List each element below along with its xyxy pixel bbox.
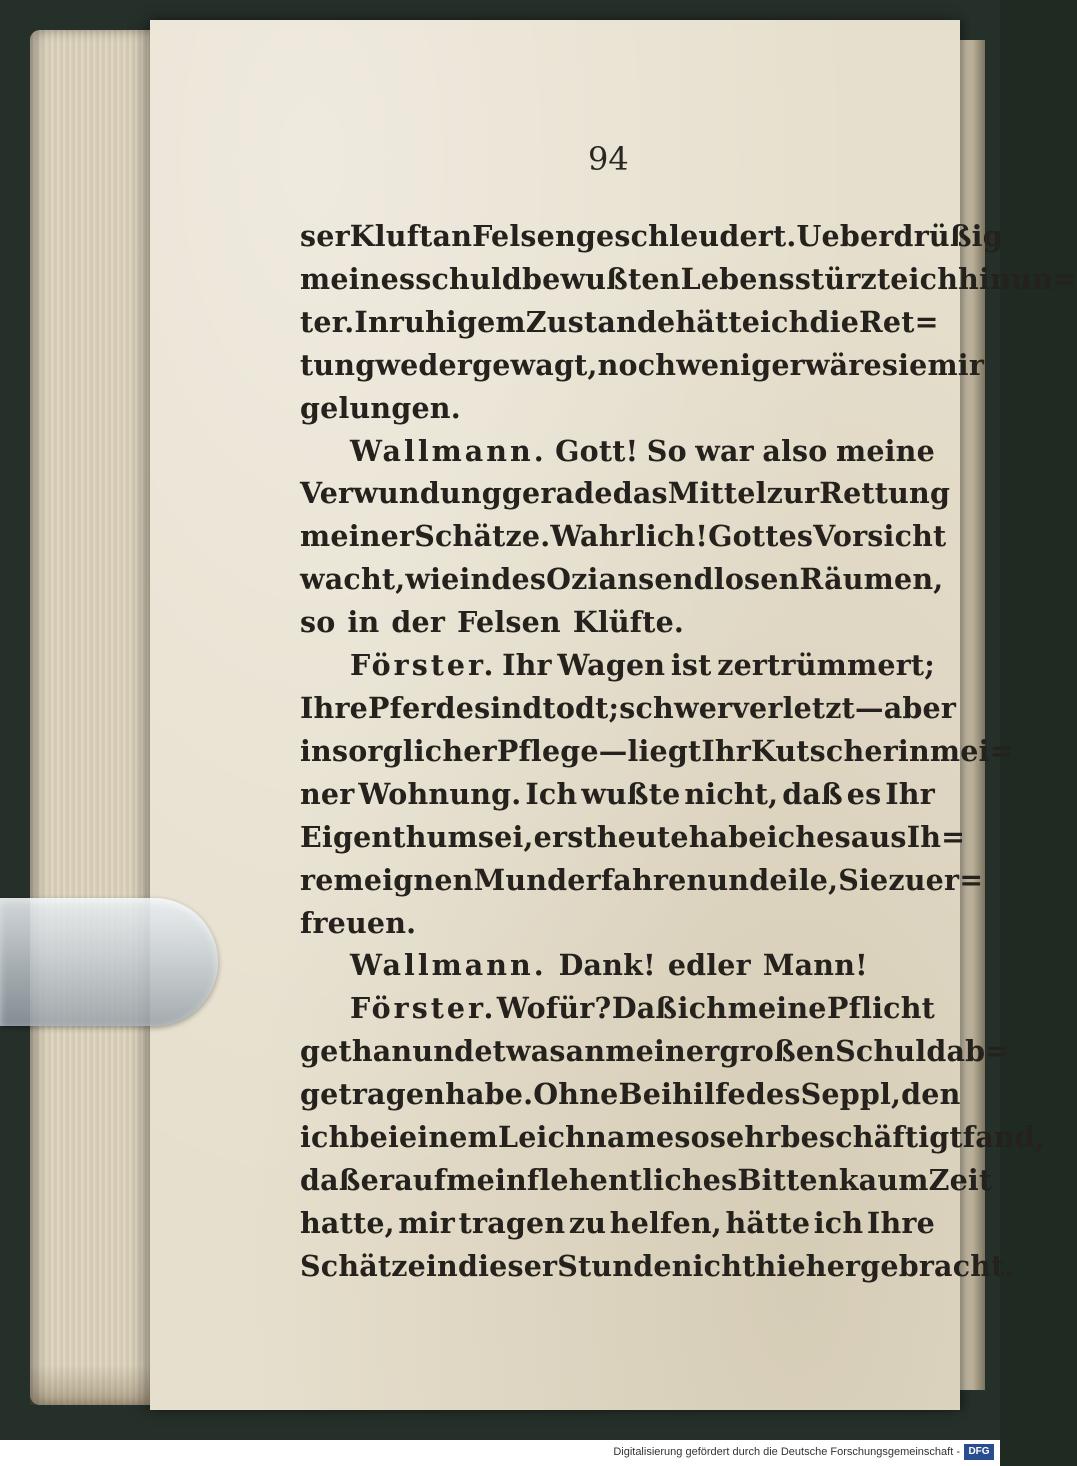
word: bei (349, 1120, 400, 1155)
word: dieser (457, 1248, 558, 1283)
word: flehentliches (526, 1162, 738, 1197)
word: wäre (804, 347, 882, 382)
text-line (300, 215, 1003, 258)
word: geschleudert. (575, 219, 797, 253)
word: noch (597, 347, 677, 382)
word: sie (881, 347, 928, 382)
word: Ih= (906, 819, 966, 854)
word: Schätze. (414, 519, 551, 554)
word: der (391, 605, 446, 640)
footer-credit: Digitalisierung gefördert durch die Deutsche Forschungsgemeinschaft - (613, 1446, 960, 1458)
text-line (300, 816, 966, 859)
word: auf (394, 1162, 447, 1197)
word: Gott! (555, 433, 639, 468)
page-number: 94 (588, 140, 629, 178)
text-line (300, 1245, 1015, 1288)
word: freuen. (300, 905, 417, 940)
word: Sie (838, 862, 889, 897)
word: Wohnung. (358, 776, 522, 811)
word: habe. (445, 1077, 534, 1112)
word: Ohne (533, 1077, 619, 1112)
text-line (300, 430, 935, 473)
word: getragen (300, 1077, 446, 1112)
word: ich (908, 261, 959, 296)
word: etwas (474, 1034, 566, 1069)
word: heute (596, 819, 689, 854)
word: einem (399, 1120, 498, 1155)
word: Ozians (546, 562, 655, 597)
word: war (695, 433, 754, 468)
word: ser (300, 219, 350, 253)
text-line (300, 472, 951, 515)
speaker-name: Wallmann. (350, 433, 547, 468)
word: gelungen. (300, 390, 461, 425)
footer-bar (0, 1440, 1000, 1466)
word: endlosen (654, 562, 800, 597)
word: Rettung (819, 476, 951, 511)
word: sind (474, 690, 543, 725)
word: erst (533, 819, 597, 854)
word: Zustande (525, 304, 676, 339)
word: meiner (605, 1034, 720, 1069)
word: wie (405, 562, 460, 597)
word: Schuld (835, 1034, 947, 1069)
word: also (762, 433, 828, 468)
word: aber (883, 690, 957, 725)
word: ich (677, 991, 728, 1026)
text-line (300, 1030, 1010, 1073)
text-line (300, 558, 944, 601)
word: eile, (769, 862, 839, 897)
word: das (612, 476, 668, 511)
word: Vorsicht (813, 519, 947, 554)
word: habe (688, 819, 767, 854)
word: sei, (477, 819, 534, 854)
text-line (300, 387, 935, 430)
word: Ihr (885, 776, 935, 811)
text-line (300, 859, 984, 902)
word: Wagen (557, 648, 666, 683)
page-stack-edge (30, 30, 170, 1405)
word: in (426, 1248, 458, 1283)
word: eignen (363, 862, 474, 897)
text-line (300, 987, 935, 1030)
word: Wahrlich! (550, 519, 709, 554)
speaker-name: Förster. (350, 648, 497, 683)
word: meiner (300, 519, 415, 554)
text-line (300, 258, 1077, 301)
word: tragen (458, 1205, 566, 1240)
word: nicht, (684, 776, 779, 811)
word: Ueberdrüßig (796, 219, 1003, 253)
word: Bitten (737, 1162, 839, 1197)
word: gewagt, (472, 347, 598, 382)
word: Kutscher (751, 733, 898, 768)
word: Ich (525, 776, 578, 811)
word: an (565, 1034, 606, 1069)
word: rem (300, 862, 364, 897)
text-line (300, 1159, 993, 1202)
word: gerade (501, 476, 613, 511)
word: sehr (709, 1120, 781, 1155)
word: er (360, 1162, 395, 1197)
word: mei= (929, 733, 1014, 768)
word: schuldbewußten (415, 261, 681, 296)
word: schwer (619, 690, 733, 725)
word: meine (727, 991, 827, 1026)
dfg-logo: DFG (964, 1444, 994, 1460)
page-clip (0, 898, 218, 1026)
word: des (745, 1077, 801, 1112)
word: wußte (581, 776, 681, 811)
word: in (300, 733, 332, 768)
word: Seppl, (800, 1077, 902, 1112)
word: Schätze (300, 1248, 427, 1283)
text-line (300, 773, 935, 816)
word: großen (719, 1034, 836, 1069)
word: ich (760, 304, 810, 339)
word: Lebens (680, 261, 795, 296)
word: mir (927, 347, 985, 382)
word: Ihr (502, 648, 552, 683)
word: ist (670, 648, 712, 683)
word: Mann! (762, 948, 868, 983)
word: Kluft (349, 219, 433, 253)
word: In (354, 304, 389, 339)
word: fand, (962, 1120, 1046, 1155)
word: kaum (838, 1162, 929, 1197)
speaker-name: Wallmann. (350, 948, 547, 983)
word: mein (446, 1162, 527, 1197)
word: daß (300, 1162, 361, 1197)
word: sorglicher (331, 733, 497, 768)
word: Mund (473, 862, 568, 897)
word: Leichname (497, 1120, 675, 1155)
text-line (300, 1116, 1046, 1159)
word: Felsen (457, 605, 561, 640)
word: hatte, (300, 1205, 395, 1240)
word: helfen, (609, 1205, 722, 1240)
word: Klüfte. (572, 605, 685, 640)
text-line (300, 344, 985, 387)
text-line (300, 1202, 935, 1245)
word: Ihr (701, 733, 752, 768)
text-line (300, 687, 957, 730)
word: ter. (300, 304, 355, 339)
word: hinun= (958, 261, 1077, 296)
word: weniger (676, 347, 805, 382)
word: zu (888, 862, 926, 897)
word: edler (667, 948, 751, 983)
word: er= (925, 862, 984, 897)
word: es (816, 819, 851, 854)
word: Verwundung (300, 476, 502, 511)
word: ich (766, 819, 817, 854)
word: ich (813, 1205, 864, 1240)
word: weder (375, 347, 473, 382)
word: so (674, 1120, 710, 1155)
word: Zeit (928, 1162, 993, 1197)
word: meines (300, 261, 416, 296)
word: den (901, 1077, 961, 1112)
word: So (646, 433, 687, 468)
word: gethan (300, 1034, 413, 1069)
word: verletzt (732, 690, 856, 725)
word: ner (300, 776, 355, 811)
word: todt; (542, 690, 620, 725)
word: Stunde (557, 1248, 672, 1283)
word: und (707, 862, 770, 897)
word: Beihilfe (618, 1077, 746, 1112)
word: mir (398, 1205, 455, 1240)
text-line (300, 301, 939, 344)
word: in (897, 733, 930, 768)
word: stürzte (794, 261, 909, 296)
word: des (491, 562, 547, 597)
word: in (459, 562, 492, 597)
word: Pflicht (827, 991, 935, 1026)
body-text (300, 215, 1077, 1288)
speaker-name: Förster. (350, 991, 497, 1026)
text-line (300, 730, 1014, 773)
word: beschäftigt (780, 1120, 963, 1155)
word: ab= (946, 1034, 1010, 1069)
word: tung (300, 347, 376, 382)
word: in (347, 605, 380, 640)
word: Mittel (667, 476, 767, 511)
word: Dank! (558, 948, 656, 983)
word: — (598, 733, 628, 768)
word: Gottes (708, 519, 814, 554)
word: Daß (611, 991, 678, 1026)
word: nicht (671, 1248, 756, 1283)
word: meine (835, 433, 935, 468)
word: hätte (725, 1205, 811, 1240)
word: Eigenthum (300, 819, 478, 854)
word: Wofür? (496, 991, 612, 1026)
word: Pflege (496, 733, 599, 768)
word: zu (568, 1205, 607, 1240)
word: die (809, 304, 860, 339)
word: zur (766, 476, 820, 511)
word: aus (850, 819, 907, 854)
word: Ihre (300, 690, 369, 725)
word: gebracht. (860, 1248, 1015, 1283)
word: Pferde (368, 690, 475, 725)
word: erfahren (567, 862, 708, 897)
word: ruhigem (388, 304, 526, 339)
word: an (432, 219, 473, 253)
word: Räumen, (799, 562, 944, 597)
word: daß (782, 776, 843, 811)
word: — (855, 690, 884, 725)
text-line (300, 1073, 961, 1116)
word: und (412, 1034, 475, 1069)
word: so (300, 605, 336, 640)
text-line (300, 944, 935, 987)
word: hätte (675, 304, 761, 339)
word: Ihre (866, 1205, 935, 1240)
word: Ret= (859, 304, 939, 339)
word: wacht, (300, 562, 406, 597)
text-line (300, 902, 935, 945)
word: Felsen (472, 219, 576, 253)
text-line (300, 515, 947, 558)
word: hieher (755, 1248, 861, 1283)
word: ich (300, 1120, 350, 1155)
text-line (300, 644, 935, 687)
word: liegt (627, 733, 702, 768)
word: es (846, 776, 882, 811)
text-line (300, 601, 935, 644)
word: zertrümmert; (717, 648, 935, 683)
